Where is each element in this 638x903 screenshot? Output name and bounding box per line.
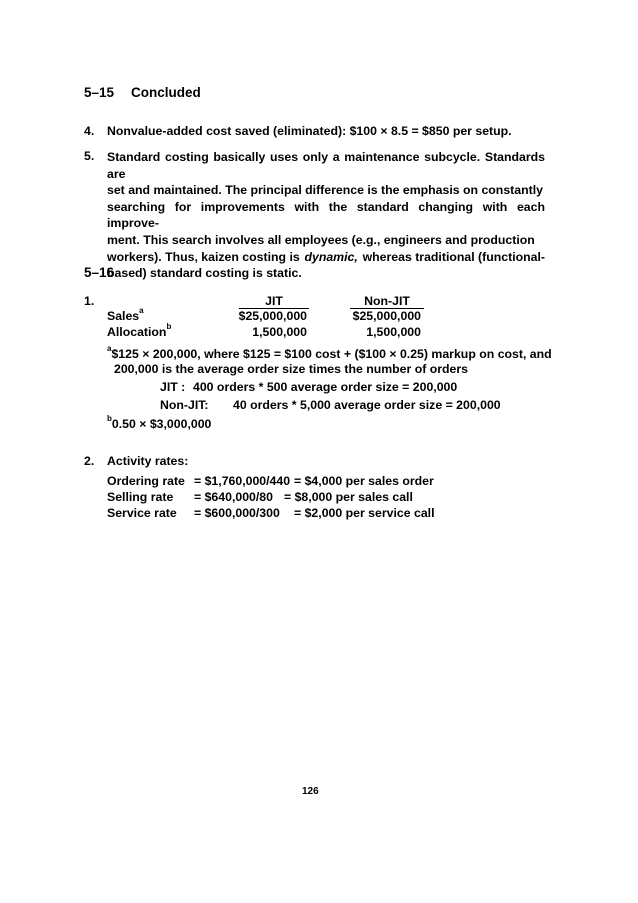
item-5-line: set and maintained. The principal difference is the emphasis on constantly	[107, 183, 543, 198]
footnote-marker: a	[107, 344, 112, 353]
item-4-number: 4.	[84, 124, 95, 138]
rate-result: = $4,000 per sales order	[294, 474, 434, 488]
footnote-a-text: $125 × 200,000, where $125 = $100 cost + ($100 × 0.25) markup on cost, and	[111, 347, 552, 361]
footnote-marker: b	[107, 414, 112, 423]
section-5-16-heading: 5–16	[84, 265, 115, 280]
section-5-15-number: 5–15	[84, 85, 115, 100]
jit-calc-label: JIT :	[160, 380, 186, 394]
rate-calc: = $1,760,000/440	[194, 474, 291, 488]
item-2-number: 2.	[84, 454, 95, 468]
item-5-emphasis: dynamic,	[304, 249, 358, 264]
rate-result: = $8,000 per sales call	[284, 490, 413, 504]
rate-calc: = $600,000/300	[194, 506, 280, 520]
item-5-line-part: whereas traditional (functional-	[362, 249, 545, 264]
allocation-nonjit-value: 1,500,000	[366, 325, 421, 339]
item-5-line	[107, 249, 545, 266]
item-5-line-part: workers). Thus, kaizen costing is	[107, 249, 300, 264]
item-5-paragraph	[107, 149, 545, 282]
section-5-15-title: Concluded	[131, 85, 201, 100]
footnote-b	[107, 414, 212, 431]
rate-label: Ordering rate	[107, 474, 185, 488]
jit-calc-text: 400 orders * 500 average order size = 200,000	[193, 380, 458, 394]
footnote-marker: a	[139, 306, 144, 315]
row-label-text: Sales	[107, 309, 140, 323]
item-5-number: 5.	[84, 149, 95, 163]
rate-label: Service rate	[107, 506, 177, 520]
rate-result: = $2,000 per service call	[294, 506, 435, 520]
footnote-a	[107, 344, 552, 361]
item-1-number: 1.	[84, 294, 95, 308]
item-4-text: Nonvalue-added cost saved (eliminated): $100 × 8.5 = $850 per setup.	[107, 124, 512, 138]
item-5-line: ment. This search involves all employees (e.g., engineers and production	[107, 232, 535, 247]
nonjit-calc-text: 40 orders * 5,000 average order size = 200,000	[233, 398, 501, 412]
item-5-line: searching for improvements with the standard changing with each improve-	[107, 199, 545, 231]
column-header-jit: JIT	[239, 294, 309, 309]
sales-nonjit-value: $25,000,000	[352, 309, 421, 323]
row-label-text: Allocation	[107, 325, 167, 339]
nonjit-calc-label: Non-JIT:	[160, 398, 209, 412]
rate-label: Selling rate	[107, 490, 174, 504]
column-header-nonjit: Non-JIT	[350, 294, 424, 309]
item-5-line: based) standard costing is static.	[107, 266, 302, 281]
footnote-marker: b	[166, 322, 172, 331]
item-2-title: Activity rates:	[107, 454, 189, 468]
row-label-allocation	[107, 322, 172, 339]
row-label-sales	[107, 306, 144, 323]
footnote-b-text: 0.50 × $3,000,000	[111, 417, 212, 431]
sales-jit-value: $25,000,000	[238, 309, 307, 323]
item-5-line: Standard costing basically uses only a maintenance subcycle. Standards are	[107, 150, 545, 181]
rate-calc: = $640,000/80	[194, 490, 273, 504]
footnote-a-line2: 200,000 is the average order size times the number of orders	[114, 362, 469, 376]
page-number: 126	[302, 786, 319, 797]
allocation-jit-value: 1,500,000	[252, 325, 307, 339]
